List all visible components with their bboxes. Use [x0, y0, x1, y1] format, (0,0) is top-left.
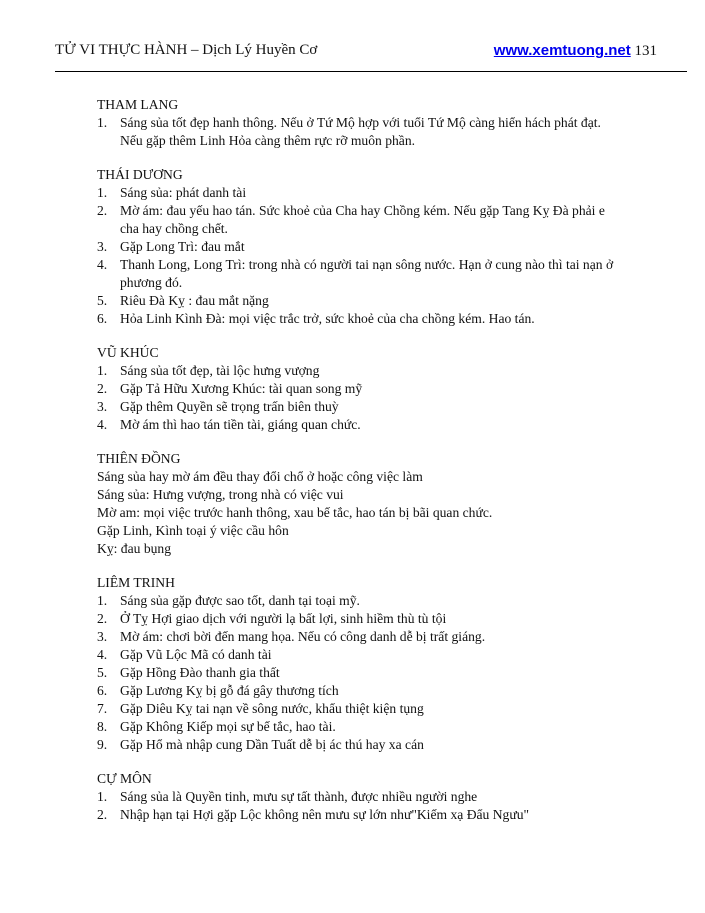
item-number: 4. [97, 647, 108, 662]
section-heading: THÁI DƯƠNG [97, 167, 183, 182]
paragraph: Sáng sủa hay mờ ám đều thay đổi chổ ở hoặc công việc làm [97, 469, 423, 484]
page-content [97, 96, 657, 840]
list-item [97, 256, 657, 292]
item-number: 1. [97, 115, 108, 130]
item-number: 9. [97, 737, 108, 752]
list-item [97, 310, 657, 328]
section-heading: LIÊM TRINH [97, 575, 175, 590]
list-item [97, 184, 657, 202]
item-text: Gặp Hổ mà nhập cung Dần Tuất dễ bị ác thú hay xa cán [120, 737, 424, 752]
item-number: 1. [97, 789, 108, 804]
item-text: Riêu Đà Kỵ : đau mắt nặng [120, 293, 269, 308]
section-heading: CỰ MÔN [97, 771, 152, 786]
item-number: 1. [97, 185, 108, 200]
item-text: Gặp Long Trì: đau mắt [120, 239, 245, 254]
list-item [97, 788, 657, 806]
header-right [494, 42, 657, 60]
item-text: Nhập hạn tại Hợi gặp Lộc không nên mưu sự lớn như"Kiếm xạ Đẩu Ngưu" [120, 807, 530, 822]
item-number: 1. [97, 593, 108, 608]
list-item [97, 362, 657, 380]
header-divider [55, 71, 687, 72]
list-item [97, 664, 657, 682]
list-item [97, 416, 657, 434]
list-item [97, 628, 657, 646]
section [97, 574, 657, 754]
list-item [97, 682, 657, 700]
site-link[interactable]: www.xemtuong.net [493, 42, 631, 59]
item-number: 2. [97, 611, 108, 626]
section [97, 450, 657, 558]
list-item [97, 292, 657, 310]
paragraph: Mờ am: mọi việc trước hanh thông, xau bế tắc, hao tán bị bãi quan chức. [97, 505, 493, 520]
section [97, 344, 657, 434]
item-text: Sáng sủa tốt đẹp hanh thông. Nếu ở Tứ Mộ hợp với tuổi Tứ Mộ càng hiển hách phát đạt. Nếu gặp thêm Linh Hỏa càng thêm rực rỡ muôn phần. [120, 115, 601, 148]
item-text: Gặp Tả Hữu Xương Khúc: tài quan song mỹ [120, 381, 363, 396]
item-number: 3. [97, 399, 108, 414]
item-text: Sáng sủa: phát danh tài [120, 185, 247, 200]
item-text: Gặp Không Kiếp mọi sự bế tắc, hao tài. [120, 719, 336, 734]
item-text: Sáng sủa là Quyền tinh, mưu sự tất thành, được nhiều người nghe [120, 789, 478, 804]
list-item [97, 646, 657, 664]
item-text: Mờ ám thì hao tán tiền tài, giáng quan chức. [120, 417, 361, 432]
section [97, 96, 657, 150]
item-text: Gặp Hồng Đào thanh gia thất [120, 665, 280, 680]
item-number: 4. [97, 257, 108, 272]
item-number: 5. [97, 293, 108, 308]
item-number: 4. [97, 417, 108, 432]
paragraph: Gặp Linh, Kình toại ý việc cầu hôn [97, 523, 289, 538]
list-item [97, 700, 657, 718]
list-item [97, 238, 657, 256]
book-title: TỬ VI THỰC HÀNH – Dịch Lý Huyền Cơ [55, 42, 318, 58]
section-heading: VŨ KHÚC [97, 345, 159, 360]
item-number: 5. [97, 665, 108, 680]
item-text: Ở Tỵ Hợi giao dịch với người lạ bất lợi, sinh hiềm thù tù tội [120, 611, 447, 626]
item-text: Thanh Long, Long Trì: trong nhà có người tai nạn sông nước. Hạn ở cung nào thì tai nạn ở phương đó. [120, 257, 614, 290]
item-text: Mờ ám: đau yếu hao tán. Sức khoẻ của Cha hay Chồng kém. Nếu gặp Tang Kỵ Đà phải e cha hay chồng chết. [120, 203, 605, 236]
item-number: 6. [97, 683, 108, 698]
item-text: Gặp thêm Quyền sẽ trọng trấn biên thuỳ [120, 399, 339, 414]
item-number: 6. [97, 311, 108, 326]
item-text: Mờ ám: chơi bời đến mang họa. Nếu có công danh dễ bị trất giáng. [120, 629, 486, 644]
section [97, 166, 657, 328]
item-number: 3. [97, 629, 108, 644]
item-number: 2. [97, 203, 108, 218]
list-item [97, 398, 657, 416]
list-item [97, 736, 657, 754]
list-item [97, 806, 657, 824]
page-number: 131 [634, 43, 657, 59]
item-text: Sáng sủa tốt đẹp, tài lộc hưng vượng [120, 363, 320, 378]
section [97, 770, 657, 824]
item-number: 3. [97, 239, 108, 254]
item-number: 2. [97, 381, 108, 396]
list-item [97, 592, 657, 610]
item-text: Gặp Lương Kỵ bị gỗ đá gây thương tích [120, 683, 339, 698]
paragraph: Kỵ: đau bụng [97, 541, 172, 556]
item-number: 8. [97, 719, 108, 734]
list-item [97, 380, 657, 398]
item-text: Gặp Vũ Lộc Mã có danh tài [120, 647, 272, 662]
section-heading: THIÊN ĐỒNG [97, 451, 181, 466]
list-item [97, 718, 657, 736]
page-header [55, 42, 687, 62]
item-text: Sáng sủa gặp được sao tốt, danh tại toại mỹ. [120, 593, 360, 608]
item-text: Gặp Diêu Kỵ tai nạn về sông nước, khẩu thiệt kiện tụng [120, 701, 424, 716]
item-number: 2. [97, 807, 108, 822]
item-number: 1. [97, 363, 108, 378]
list-item [97, 202, 657, 238]
section-heading: THAM LANG [97, 97, 179, 112]
list-item [97, 114, 657, 150]
paragraph: Sáng sủa: Hưng vượng, trong nhà có việc vui [97, 487, 344, 502]
item-text: Hỏa Linh Kình Đà: mọi việc trắc trở, sức khoẻ của cha chồng kém. Hao tán. [120, 311, 535, 326]
list-item [97, 610, 657, 628]
item-number: 7. [97, 701, 108, 716]
